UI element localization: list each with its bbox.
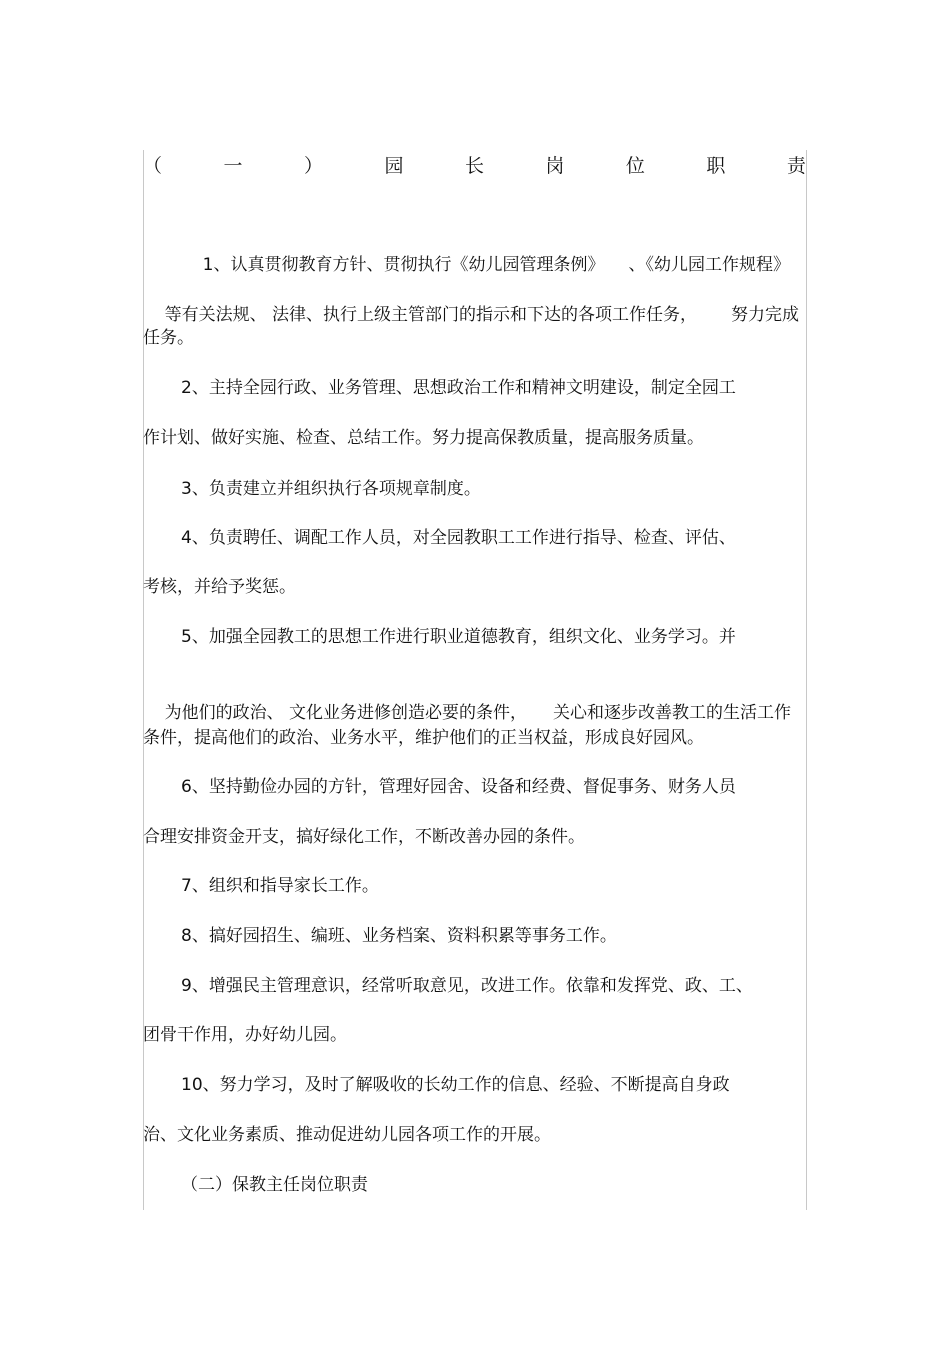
heading-char: 职 (706, 155, 726, 177)
heading-char: 岗 (545, 155, 565, 177)
item-4-line-1: 4、负责聘任、调配工作人员，对全园教职工工作进行指导、检查、评估、 (181, 528, 736, 548)
heading-char: 责 (786, 155, 806, 177)
item-1-line-1-part-b: 、《幼儿园工作规程》 (628, 255, 790, 275)
item-9-line-2: 团骨干作用，办好幼儿园。 (143, 1025, 347, 1045)
item-1-line-2-part-a: 等有关法规、 法律、执行上级主管部门的指示和下达的各项工作任务， (164, 305, 698, 325)
item-1-line-3: 任务。 (143, 328, 194, 348)
item-5-line-1: 5、加强全园教工的思想工作进行职业道德教育，组织文化、业务学习。并 (181, 627, 736, 647)
section-heading-care-director-duties: （二）保教主任岗位职责 (181, 1175, 368, 1195)
item-1-line-1-part-a: 1、认真贯彻教育方针、贯彻执行《幼儿园管理条例》 (202, 255, 605, 275)
item-4-line-2: 考核，并给予奖惩。 (143, 577, 296, 597)
item-6-line-1: 6、坚持勤俭办园的方针，管理好园舍、设备和经费、督促事务、财务人员 (181, 777, 736, 797)
item-2-line-1: 2、主持全园行政、业务管理、思想政治工作和精神文明建设，制定全园工 (181, 378, 736, 398)
section-heading-principal-duties (143, 152, 806, 180)
item-3-line-1: 3、负责建立并组织执行各项规章制度。 (181, 479, 481, 499)
heading-char: 园 (384, 155, 404, 177)
item-9-line-1: 9、增强民主管理意识，经常听取意见，改进工作。依靠和发挥党、政、工、 (181, 976, 753, 996)
heading-char: ） (303, 155, 323, 177)
item-10-line-2: 治、文化业务素质、推动促进幼儿园各项工作的开展。 (143, 1125, 551, 1145)
item-2-line-2: 作计划、做好实施、检查、总结工作。努力提高保教质量，提高服务质量。 (143, 428, 704, 448)
item-8-line-1: 8、搞好园招生、编班、业务档案、资料积累等事务工作。 (181, 926, 617, 946)
heading-char: 位 (625, 155, 645, 177)
item-5-line-2-part-a: 为他们的政治、 文化业务进修创造必要的条件， (164, 703, 528, 723)
heading-char: （ (143, 155, 163, 177)
heading-char: 长 (464, 155, 484, 177)
right-margin-line (806, 150, 807, 1210)
item-10-line-1: 10、努力学习，及时了解吸收的长幼工作的信息、经验、不断提高自身政 (181, 1075, 730, 1095)
item-7-line-1: 7、组织和指导家长工作。 (181, 876, 379, 896)
heading-char: 一 (223, 155, 243, 177)
item-5-line-3: 条件，提高他们的政治、业务水平，维护他们的正当权益，形成良好园风。 (143, 728, 704, 748)
item-1-line-2 (143, 276, 799, 354)
item-6-line-2: 合理安排资金开支，搞好绿化工作，不断改善办园的条件。 (143, 827, 585, 847)
item-1-line-2-part-b: 努力完成 (731, 305, 800, 325)
item-5-line-2-part-b: 关心和逐步改善教工的生活工作 (553, 703, 792, 723)
